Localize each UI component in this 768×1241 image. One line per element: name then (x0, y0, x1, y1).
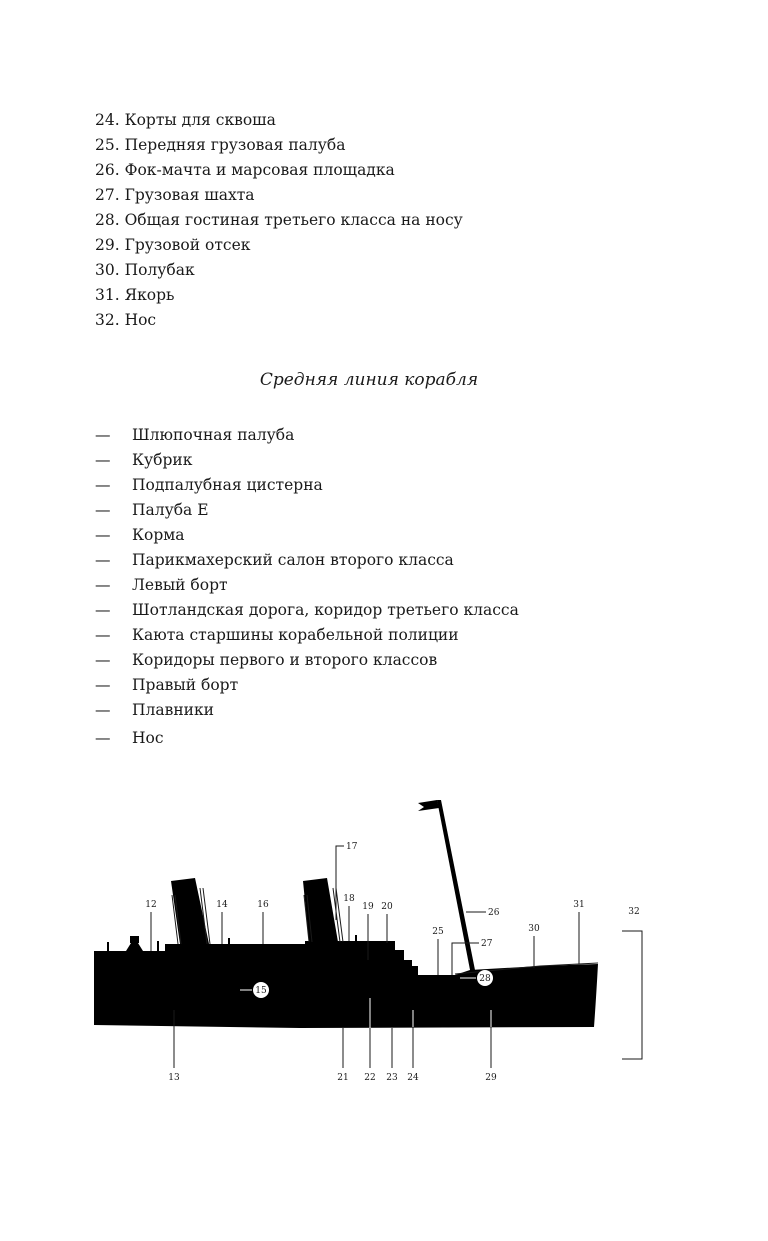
list-item (95, 473, 519, 498)
legend-item-32: 32. Нос (95, 311, 157, 329)
legend-item-24: 24. Корты для сквоша (95, 111, 276, 129)
dash-marker: — (95, 501, 111, 519)
list-item-text: Кубрик (132, 451, 193, 469)
list-item (95, 623, 519, 648)
list-item (95, 573, 519, 598)
list-item (95, 498, 519, 523)
callout-24: 24 (407, 1073, 419, 1083)
deck-post (107, 942, 109, 951)
callout-15: 15 (255, 986, 267, 996)
deck-post (157, 941, 159, 951)
callout-25: 25 (432, 927, 444, 937)
dash-marker: — (95, 626, 111, 644)
numbered-legend-list (95, 108, 463, 333)
list-item-text: Подпалубная цистерна (132, 476, 323, 494)
callout-22: 22 (364, 1073, 376, 1083)
callout-21: 21 (337, 1073, 349, 1083)
callout-13: 13 (168, 1073, 180, 1083)
legend-item-27: 27. Грузовая шахта (95, 186, 255, 204)
centerline-list (95, 423, 519, 751)
dash-marker: — (95, 676, 111, 694)
list-item-text: Шлюпочная палуба (132, 426, 295, 444)
callout-16: 16 (257, 900, 269, 910)
legend-item-31: 31. Якорь (95, 286, 175, 304)
dash-marker: — (95, 601, 111, 619)
deck-house (388, 950, 404, 956)
callout-20: 20 (381, 902, 393, 912)
dash-marker: — (95, 576, 111, 594)
list-item (95, 598, 519, 623)
dash-marker: — (95, 476, 111, 494)
list-item (95, 548, 519, 573)
callout-28: 28 (479, 974, 491, 984)
list-item-text: Каюта старшины корабельной полиции (132, 626, 459, 644)
callout-31: 31 (573, 900, 585, 910)
list-item (95, 726, 519, 751)
dash-marker: — (95, 426, 111, 444)
callout-23: 23 (386, 1073, 398, 1083)
dash-marker: — (95, 651, 111, 669)
ship-diagram (0, 790, 768, 1090)
callout-26: 26 (488, 908, 500, 918)
mast-flag (418, 800, 439, 811)
deck-vent (130, 936, 139, 943)
callout-17: 17 (346, 842, 358, 852)
dash-marker: — (95, 526, 111, 544)
legend-item-30: 30. Полубак (95, 261, 195, 279)
callout-29: 29 (485, 1073, 497, 1083)
list-item-text: Шотландская дорога, коридор третьего класса (132, 601, 519, 619)
list-item-text: Нос (132, 729, 164, 747)
deck-vent-base (126, 943, 143, 951)
dash-marker: — (95, 551, 111, 569)
list-item (95, 673, 519, 698)
callout-14: 14 (216, 900, 228, 910)
foremast (437, 800, 476, 975)
deck-house (376, 941, 395, 949)
list-item-text: Плавники (132, 701, 215, 719)
list-item-text: Палуба E (132, 501, 209, 519)
list-item (95, 423, 519, 448)
legend-item-28: 28. Общая гостиная третьего класса на носу (95, 211, 463, 229)
legend-item-25: 25. Передняя грузовая палуба (95, 136, 346, 154)
deck-post (355, 935, 357, 941)
dash-marker: — (95, 701, 111, 719)
list-item-text: Коридоры первого и второго классов (132, 651, 438, 669)
callout-30: 30 (528, 924, 540, 934)
list-item (95, 448, 519, 473)
deck-post (228, 938, 230, 944)
deck-house (404, 960, 412, 964)
list-item-text: Правый борт (132, 676, 239, 694)
callout-18: 18 (343, 894, 355, 904)
list-item (95, 648, 519, 673)
list-item-text: Парикмахерский салон второго класса (132, 551, 454, 569)
section-title: Средняя линия корабля (259, 370, 479, 390)
list-item-text: Левый борт (132, 576, 228, 594)
callout-19: 19 (362, 902, 374, 912)
callout-32: 32 (628, 907, 640, 917)
list-item-text: Корма (132, 526, 185, 544)
legend-item-29: 29. Грузовой отсек (95, 236, 251, 254)
dash-marker: — (95, 451, 111, 469)
legend-item-26: 26. Фок-мачта и марсовая площадка (95, 161, 395, 179)
list-item (95, 698, 519, 723)
callout-27: 27 (481, 939, 493, 949)
list-item (95, 523, 519, 548)
callout-12: 12 (145, 900, 157, 910)
ship-hull (94, 941, 598, 1028)
dash-marker: — (95, 729, 111, 747)
